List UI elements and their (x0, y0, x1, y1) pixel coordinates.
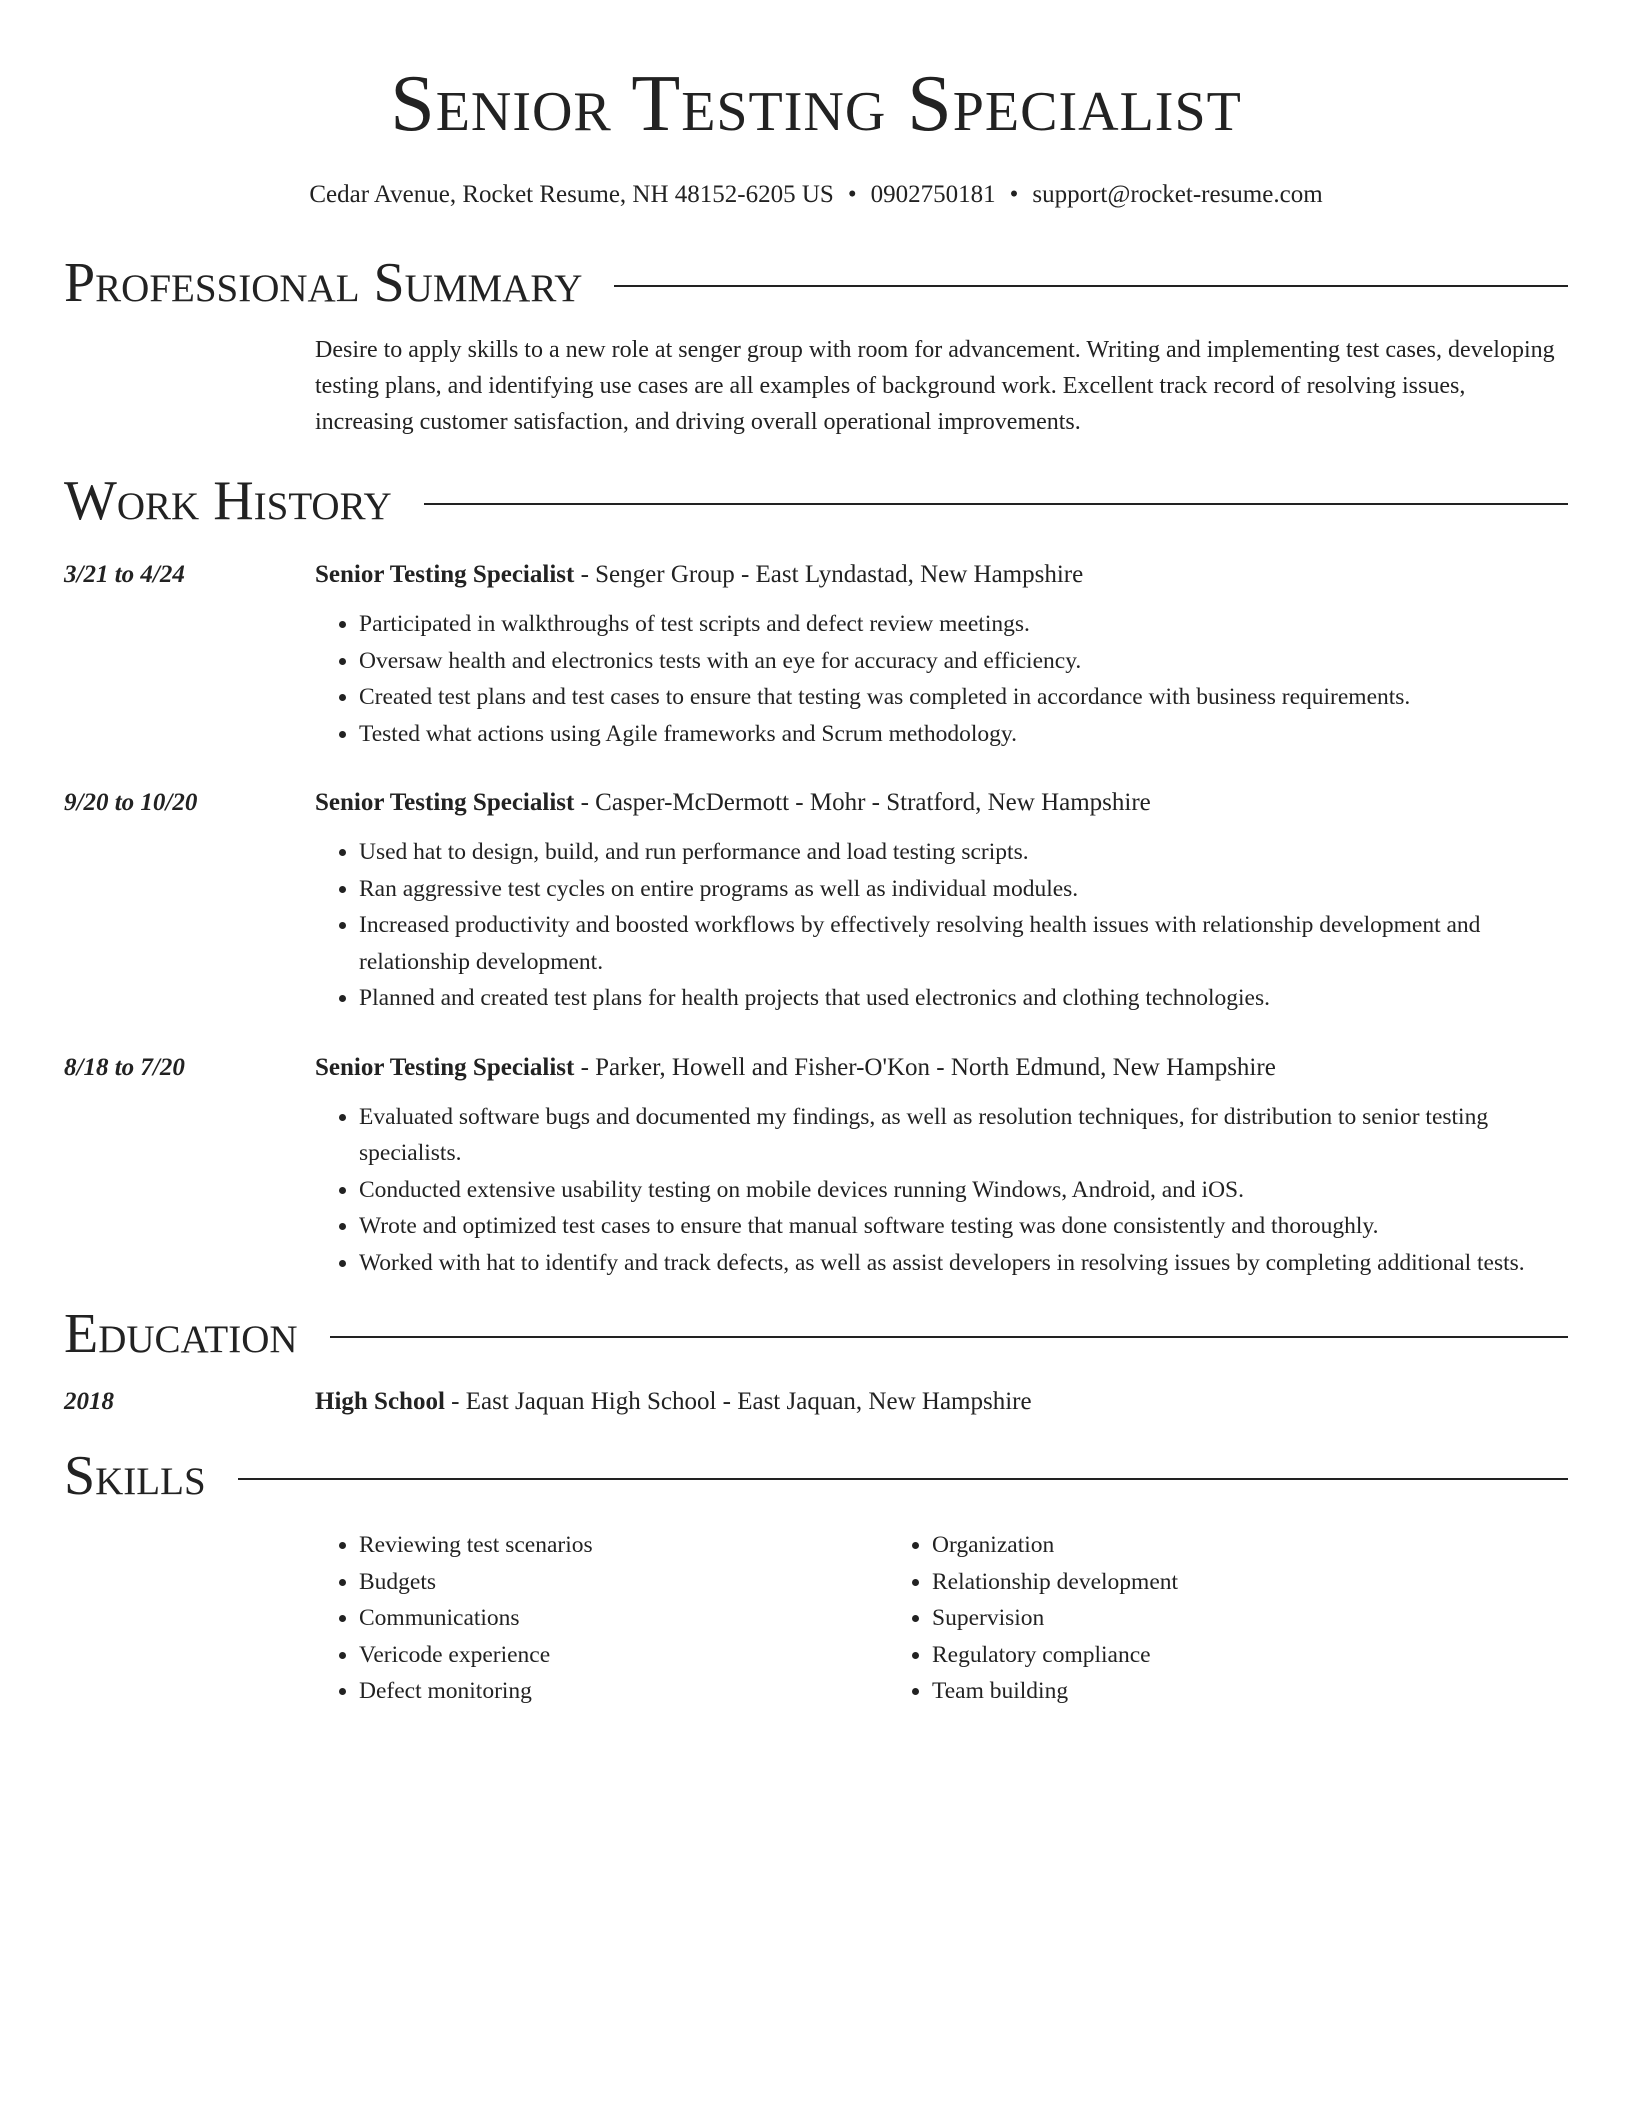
contact-line (64, 178, 1568, 212)
skills-left-spacer (64, 1527, 315, 1710)
skill-item: • Communications (359, 1600, 888, 1637)
job-body (315, 786, 1568, 1017)
job-entry (64, 558, 1568, 752)
contact-address: Cedar Avenue, Rocket Resume, NH 48152-6205 US (309, 181, 834, 208)
job-entry (64, 1051, 1568, 1282)
education-degree: High School (315, 1388, 445, 1415)
job-entry (64, 786, 1568, 1017)
job-bullet: • Used hat to design, build, and run performance and load testing scripts. (359, 834, 1568, 871)
summary-left-spacer (64, 332, 315, 440)
job-bullet: • Increased productivity and boosted workflows by effectively resolving health issues with relationship development and relationship development. (359, 907, 1568, 980)
skill-item: • Defect monitoring (359, 1673, 888, 1710)
skill-item: • Organization (932, 1527, 1461, 1564)
job-bullet-list (315, 606, 1568, 752)
job-bullet-list (315, 1099, 1568, 1282)
work-section-header (64, 466, 1568, 536)
education-line (315, 1385, 1568, 1419)
job-title-line (315, 1051, 1568, 1085)
job-employer-location: - Casper-McDermott - Mohr - Stratford, New Hampshire (574, 789, 1151, 816)
skills-section-header (64, 1441, 1568, 1511)
summary-heading: Professional Summary (64, 252, 583, 314)
job-bullet: • Evaluated software bugs and documented my findings, as well as resolution techniques, for distribution to senior testing specialists. (359, 1099, 1568, 1172)
skill-item: • Vericode experience (359, 1637, 888, 1674)
section-divider (424, 503, 1568, 505)
job-employer-location: - Senger Group - East Lyndastad, New Hampshire (574, 561, 1084, 588)
education-heading: Education (64, 1303, 298, 1365)
education-year: 2018 (64, 1388, 114, 1415)
job-bullet: • Conducted extensive usability testing on mobile devices running Windows, Android, and iOS. (359, 1172, 1568, 1209)
skill-item: • Budgets (359, 1564, 888, 1601)
section-divider (330, 1336, 1568, 1338)
skill-item: • Relationship development (932, 1564, 1461, 1601)
job-bullet: • Created test plans and test cases to ensure that testing was completed in accordance with business requirements. (359, 679, 1568, 716)
section-divider (614, 285, 1568, 287)
job-title: Senior Testing Specialist (315, 789, 575, 816)
education-section-header (64, 1299, 1568, 1369)
skill-item: • Regulatory compliance (932, 1637, 1461, 1674)
job-body (315, 1051, 1568, 1282)
work-history-list (64, 558, 1568, 1281)
contact-separator: • (1009, 181, 1019, 208)
skills-heading: Skills (64, 1445, 206, 1507)
job-dates: 3/21 to 4/24 (64, 561, 185, 588)
job-dates: 9/20 to 10/20 (64, 789, 198, 816)
job-title: Senior Testing Specialist (315, 561, 575, 588)
job-bullet: • Planned and created test plans for health projects that used electronics and clothing technologies. (359, 980, 1568, 1017)
summary-row (64, 332, 1568, 440)
section-divider (238, 1478, 1568, 1480)
job-bullet: • Worked with hat to identify and track defects, as well as assist developers in resolving issues by completing additional tests. (359, 1245, 1568, 1282)
skills-row (64, 1527, 1568, 1710)
education-entry (64, 1385, 1568, 1419)
job-bullet: • Oversaw health and electronics tests with an eye for accuracy and efficiency. (359, 643, 1568, 680)
summary-text: Desire to apply skills to a new role at senger group with room for advancement. Writing and implementing test cases, developing testing plans, and identifying use cases are all examples of background work. Excellent track record of resolving issues, increasing customer satisfaction, and driving overall operational improvements. (315, 337, 1555, 435)
contact-phone: 0902750181 (870, 181, 996, 208)
job-body (315, 558, 1568, 752)
job-bullet-list (315, 834, 1568, 1017)
summary-section-header (64, 248, 1568, 318)
contact-email: support@rocket-resume.com (1032, 181, 1323, 208)
job-bullet: • Wrote and optimized test cases to ensure that manual software testing was done consistently and thoroughly. (359, 1208, 1568, 1245)
skills-list-right (888, 1527, 1461, 1710)
job-bullet: • Ran aggressive test cycles on entire programs as well as individual modules. (359, 871, 1568, 908)
job-title-line (315, 558, 1568, 592)
skill-item: • Supervision (932, 1600, 1461, 1637)
resume-name: Senior Testing Specialist (390, 60, 1242, 148)
work-heading: Work History (64, 470, 392, 532)
education-details: - East Jaquan High School - East Jaquan, New Hampshire (444, 1388, 1032, 1415)
job-bullet: • Tested what actions using Agile frameworks and Scrum methodology. (359, 716, 1568, 753)
job-title-line (315, 786, 1568, 820)
contact-separator: • (847, 181, 857, 208)
job-dates: 8/18 to 7/20 (64, 1053, 185, 1081)
skills-columns (315, 1527, 1568, 1710)
job-bullet: • Participated in walkthroughs of test scripts and defect review meetings. (359, 606, 1568, 643)
job-employer-location: - Parker, Howell and Fisher-O'Kon - North Edmund, New Hampshire (574, 1053, 1276, 1081)
skill-item: • Team building (932, 1673, 1461, 1710)
job-title: Senior Testing Specialist (315, 1053, 575, 1081)
skill-item: • Reviewing test scenarios (359, 1527, 888, 1564)
skills-list-left (315, 1527, 888, 1710)
